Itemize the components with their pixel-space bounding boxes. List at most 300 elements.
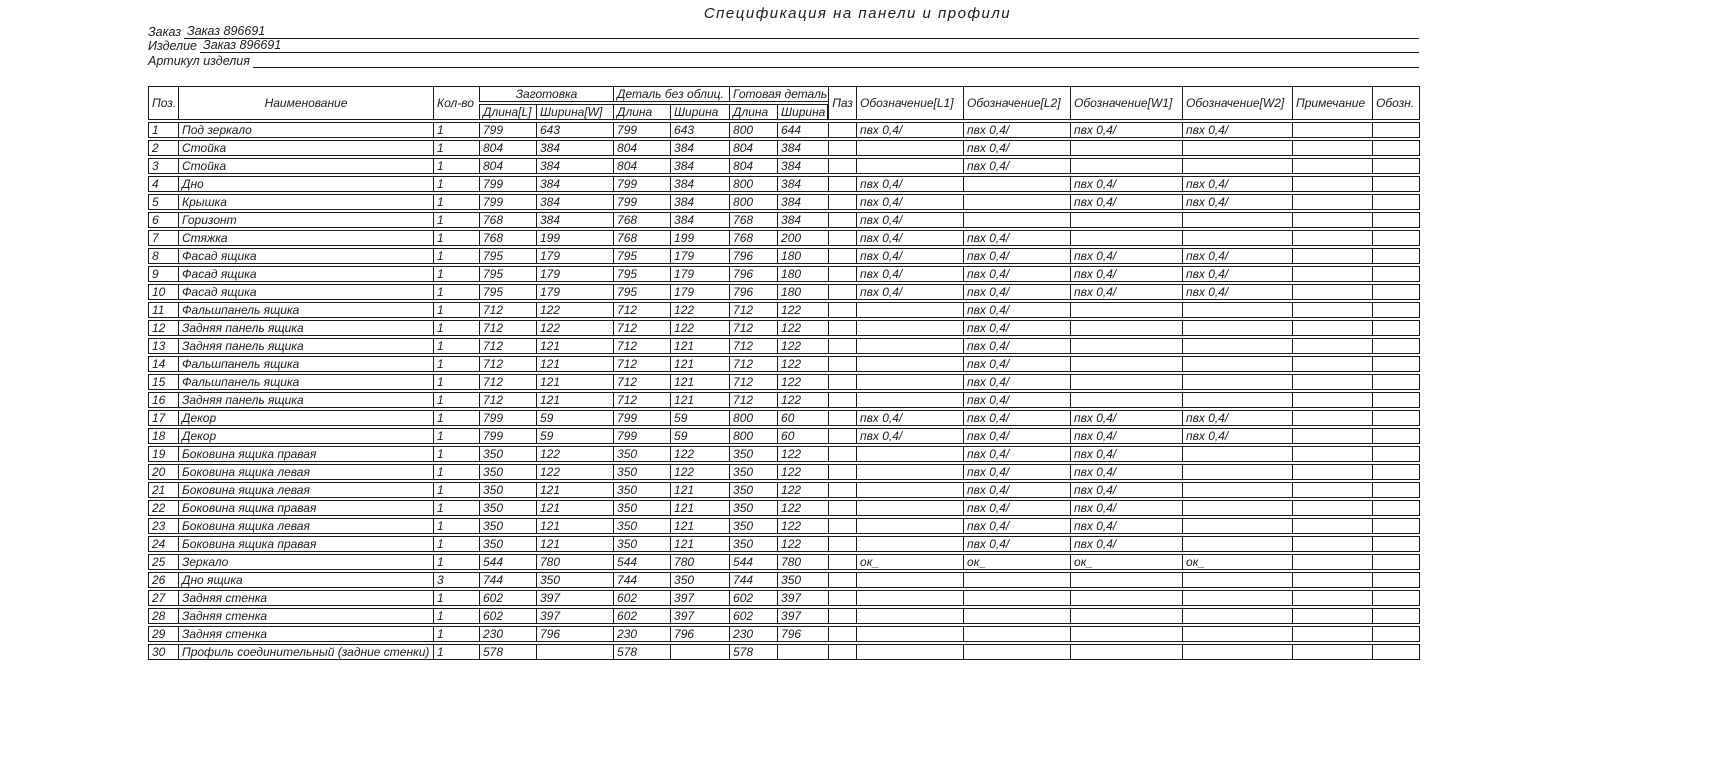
cell-mark_l2 xyxy=(963,590,1070,606)
cell-unfaced_width: 121 xyxy=(670,482,729,498)
cell-blank_length: 712 xyxy=(479,302,536,318)
cell-unfaced_length: 230 xyxy=(613,626,670,642)
col-header-paz: Паз xyxy=(828,86,856,120)
cell-unfaced_width: 179 xyxy=(670,248,729,264)
cell-pos: 18 xyxy=(148,428,178,444)
col-header-blank-length: Длина[L] xyxy=(479,104,536,120)
table-row xyxy=(148,590,1420,606)
cell-unfaced_width: 179 xyxy=(670,266,729,282)
cell-blank_length: 795 xyxy=(479,248,536,264)
cell-note xyxy=(1292,320,1372,336)
cell-finished_length: 712 xyxy=(729,302,777,318)
cell-name: Задняя панель ящика xyxy=(178,392,433,408)
cell-mark_l1 xyxy=(856,536,963,552)
cell-note xyxy=(1292,338,1372,354)
cell-paz xyxy=(828,194,856,210)
cell-mark_l1: пвх 0,4/ xyxy=(856,176,963,192)
cell-finished_length: 800 xyxy=(729,122,777,138)
cell-blank_width: 121 xyxy=(536,356,613,372)
cell-mark_w1 xyxy=(1070,626,1182,642)
cell-mark_w2 xyxy=(1182,320,1292,336)
spec-table-header xyxy=(148,86,1420,120)
cell-blank_width: 384 xyxy=(536,158,613,174)
cell-mark_l2 xyxy=(963,212,1070,228)
cell-unfaced_length: 799 xyxy=(613,428,670,444)
cell-mark_w2 xyxy=(1182,518,1292,534)
cell-mark_w1: пвх 0,4/ xyxy=(1070,482,1182,498)
cell-finished_width: 122 xyxy=(777,374,828,390)
cell-qty: 1 xyxy=(433,284,479,300)
cell-sign xyxy=(1372,284,1420,300)
cell-mark_w1: пвх 0,4/ xyxy=(1070,194,1182,210)
cell-finished_length: 544 xyxy=(729,554,777,570)
cell-note xyxy=(1292,644,1372,660)
cell-blank_width xyxy=(536,644,613,660)
cell-sign xyxy=(1372,212,1420,228)
cell-mark_l1 xyxy=(856,626,963,642)
cell-mark_l2: пвх 0,4/ xyxy=(963,158,1070,174)
col-header-name: Наименование xyxy=(178,86,433,120)
cell-unfaced_width: 384 xyxy=(670,212,729,228)
cell-unfaced_width: 397 xyxy=(670,590,729,606)
cell-name: Крышка xyxy=(178,194,433,210)
col-group-blank: Заготовка xyxy=(479,86,613,102)
cell-sign xyxy=(1372,536,1420,552)
cell-pos: 29 xyxy=(148,626,178,642)
cell-unfaced_length: 544 xyxy=(613,554,670,570)
col-header-qty: Кол-во xyxy=(433,86,479,120)
table-row xyxy=(148,572,1420,588)
cell-mark_w1 xyxy=(1070,212,1182,228)
cell-mark_w1: пвх 0,4/ xyxy=(1070,464,1182,480)
cell-paz xyxy=(828,356,856,372)
cell-mark_w1 xyxy=(1070,374,1182,390)
table-row xyxy=(148,608,1420,624)
cell-note xyxy=(1292,122,1372,138)
table-row xyxy=(148,500,1420,516)
cell-unfaced_width: 121 xyxy=(670,356,729,372)
cell-finished_length: 712 xyxy=(729,338,777,354)
cell-paz xyxy=(828,518,856,534)
table-row xyxy=(148,446,1420,462)
cell-qty: 1 xyxy=(433,392,479,408)
cell-unfaced_length: 799 xyxy=(613,194,670,210)
cell-finished_length: 712 xyxy=(729,356,777,372)
cell-sign xyxy=(1372,302,1420,318)
cell-mark_w2 xyxy=(1182,644,1292,660)
cell-unfaced_length: 350 xyxy=(613,500,670,516)
cell-paz xyxy=(828,212,856,228)
cell-unfaced_width: 122 xyxy=(670,302,729,318)
cell-blank_width: 384 xyxy=(536,194,613,210)
cell-blank_width: 397 xyxy=(536,590,613,606)
table-row xyxy=(148,122,1420,138)
cell-unfaced_width: 384 xyxy=(670,194,729,210)
cell-blank_length: 795 xyxy=(479,266,536,282)
cell-unfaced_width: 179 xyxy=(670,284,729,300)
cell-mark_l1 xyxy=(856,158,963,174)
cell-mark_w2 xyxy=(1182,212,1292,228)
cell-mark_l2: пвх 0,4/ xyxy=(963,500,1070,516)
table-row xyxy=(148,140,1420,156)
cell-mark_w2 xyxy=(1182,572,1292,588)
cell-unfaced_length: 350 xyxy=(613,518,670,534)
cell-name: Задняя панель ящика xyxy=(178,338,433,354)
cell-finished_width: 796 xyxy=(777,626,828,642)
cell-name: Фальшпанель ящика xyxy=(178,302,433,318)
cell-pos: 11 xyxy=(148,302,178,318)
cell-finished_length: 350 xyxy=(729,446,777,462)
cell-blank_width: 59 xyxy=(536,428,613,444)
table-row xyxy=(148,374,1420,390)
cell-mark_l1 xyxy=(856,446,963,462)
cell-sign xyxy=(1372,158,1420,174)
cell-qty: 1 xyxy=(433,536,479,552)
cell-qty: 1 xyxy=(433,230,479,246)
cell-blank_width: 121 xyxy=(536,374,613,390)
cell-unfaced_width: 397 xyxy=(670,608,729,624)
cell-finished_length: 744 xyxy=(729,572,777,588)
cell-sign xyxy=(1372,176,1420,192)
cell-pos: 1 xyxy=(148,122,178,138)
cell-mark_w1 xyxy=(1070,644,1182,660)
cell-mark_l1 xyxy=(856,356,963,372)
table-row xyxy=(148,356,1420,372)
cell-note xyxy=(1292,302,1372,318)
cell-unfaced_width: 122 xyxy=(670,320,729,336)
cell-blank_length: 350 xyxy=(479,446,536,462)
cell-name: Задняя стенка xyxy=(178,590,433,606)
cell-qty: 1 xyxy=(433,158,479,174)
cell-unfaced_width: 384 xyxy=(670,158,729,174)
cell-qty: 1 xyxy=(433,590,479,606)
cell-pos: 15 xyxy=(148,374,178,390)
cell-unfaced_length: 744 xyxy=(613,572,670,588)
cell-blank_width: 643 xyxy=(536,122,613,138)
cell-blank_width: 121 xyxy=(536,536,613,552)
field-order-value: Заказ 896691 xyxy=(184,25,1419,39)
cell-blank_length: 712 xyxy=(479,338,536,354)
cell-finished_length: 804 xyxy=(729,140,777,156)
col-header-unfaced-length: Длина xyxy=(613,104,670,120)
cell-mark_w2: ок_ xyxy=(1182,554,1292,570)
cell-mark_w2 xyxy=(1182,590,1292,606)
col-header-pos: Поз. xyxy=(148,86,178,120)
cell-mark_l1: пвх 0,4/ xyxy=(856,284,963,300)
cell-mark_w1 xyxy=(1070,158,1182,174)
col-header-finished-length: Длина xyxy=(729,104,777,120)
cell-mark_l2: пвх 0,4/ xyxy=(963,518,1070,534)
cell-mark_w1: ок_ xyxy=(1070,554,1182,570)
cell-sign xyxy=(1372,446,1420,462)
cell-name: Боковина ящика левая xyxy=(178,464,433,480)
cell-blank_width: 121 xyxy=(536,500,613,516)
cell-mark_l1 xyxy=(856,140,963,156)
cell-blank_length: 230 xyxy=(479,626,536,642)
cell-qty: 1 xyxy=(433,140,479,156)
cell-finished_width: 122 xyxy=(777,464,828,480)
table-row xyxy=(148,212,1420,228)
cell-finished_length: 602 xyxy=(729,590,777,606)
cell-unfaced_width: 121 xyxy=(670,500,729,516)
cell-blank_length: 544 xyxy=(479,554,536,570)
cell-mark_w1: пвх 0,4/ xyxy=(1070,284,1182,300)
cell-mark_l2: пвх 0,4/ xyxy=(963,320,1070,336)
cell-name: Фасад ящика xyxy=(178,266,433,282)
cell-qty: 1 xyxy=(433,482,479,498)
cell-finished_length: 800 xyxy=(729,194,777,210)
cell-pos: 22 xyxy=(148,500,178,516)
table-row xyxy=(148,644,1420,660)
cell-note xyxy=(1292,410,1372,426)
field-product-value: Заказ 896691 xyxy=(200,39,1419,53)
cell-pos: 27 xyxy=(148,590,178,606)
cell-mark_l2: пвх 0,4/ xyxy=(963,536,1070,552)
cell-sign xyxy=(1372,122,1420,138)
cell-mark_l1: пвх 0,4/ xyxy=(856,428,963,444)
col-group-finished: Готовая деталь xyxy=(729,86,828,102)
cell-qty: 1 xyxy=(433,320,479,336)
cell-name: Боковина ящика правая xyxy=(178,536,433,552)
cell-blank_length: 350 xyxy=(479,518,536,534)
cell-mark_l1 xyxy=(856,302,963,318)
cell-paz xyxy=(828,248,856,264)
cell-paz xyxy=(828,644,856,660)
cell-unfaced_length: 799 xyxy=(613,176,670,192)
cell-mark_l2: пвх 0,4/ xyxy=(963,374,1070,390)
cell-qty: 3 xyxy=(433,572,479,588)
cell-mark_l2: пвх 0,4/ xyxy=(963,230,1070,246)
cell-finished_length: 350 xyxy=(729,482,777,498)
cell-note xyxy=(1292,428,1372,444)
cell-paz xyxy=(828,500,856,516)
cell-sign xyxy=(1372,248,1420,264)
cell-name: Зеркало xyxy=(178,554,433,570)
cell-finished_width: 780 xyxy=(777,554,828,570)
cell-sign xyxy=(1372,374,1420,390)
cell-blank_length: 799 xyxy=(479,176,536,192)
table-row xyxy=(148,392,1420,408)
cell-mark_l1 xyxy=(856,320,963,336)
cell-mark_l2: пвх 0,4/ xyxy=(963,482,1070,498)
cell-paz xyxy=(828,428,856,444)
cell-name: Боковина ящика правая xyxy=(178,500,433,516)
cell-finished_width: 644 xyxy=(777,122,828,138)
cell-mark_w2: пвх 0,4/ xyxy=(1182,248,1292,264)
cell-unfaced_width: 199 xyxy=(670,230,729,246)
cell-note xyxy=(1292,446,1372,462)
field-product-label: Изделие xyxy=(148,39,198,54)
cell-finished_length: 350 xyxy=(729,464,777,480)
table-row xyxy=(148,320,1420,336)
table-row xyxy=(148,410,1420,426)
cell-mark_l1 xyxy=(856,500,963,516)
cell-note xyxy=(1292,356,1372,372)
cell-finished_width: 180 xyxy=(777,284,828,300)
cell-paz xyxy=(828,446,856,462)
cell-finished_length: 578 xyxy=(729,644,777,660)
cell-blank_width: 397 xyxy=(536,608,613,624)
cell-note xyxy=(1292,590,1372,606)
cell-pos: 4 xyxy=(148,176,178,192)
cell-finished_length: 712 xyxy=(729,374,777,390)
cell-finished_length: 800 xyxy=(729,428,777,444)
cell-mark_l2 xyxy=(963,194,1070,210)
cell-mark_l1 xyxy=(856,518,963,534)
cell-unfaced_length: 350 xyxy=(613,464,670,480)
cell-mark_w1: пвх 0,4/ xyxy=(1070,248,1182,264)
cell-blank_length: 799 xyxy=(479,410,536,426)
cell-finished_length: 602 xyxy=(729,608,777,624)
cell-blank_length: 744 xyxy=(479,572,536,588)
cell-paz xyxy=(828,482,856,498)
cell-note xyxy=(1292,176,1372,192)
cell-finished_length: 768 xyxy=(729,230,777,246)
cell-finished_width: 122 xyxy=(777,518,828,534)
cell-mark_w2 xyxy=(1182,374,1292,390)
cell-finished_width: 350 xyxy=(777,572,828,588)
cell-pos: 6 xyxy=(148,212,178,228)
cell-paz xyxy=(828,374,856,390)
cell-mark_l1: пвх 0,4/ xyxy=(856,266,963,282)
cell-pos: 30 xyxy=(148,644,178,660)
cell-mark_l2: пвх 0,4/ xyxy=(963,122,1070,138)
cell-mark_w1: пвх 0,4/ xyxy=(1070,410,1182,426)
cell-unfaced_width: 643 xyxy=(670,122,729,138)
cell-pos: 5 xyxy=(148,194,178,210)
cell-mark_w1 xyxy=(1070,608,1182,624)
cell-mark_l1 xyxy=(856,572,963,588)
cell-pos: 26 xyxy=(148,572,178,588)
cell-mark_w2 xyxy=(1182,536,1292,552)
cell-paz xyxy=(828,338,856,354)
cell-blank_width: 121 xyxy=(536,338,613,354)
cell-sign xyxy=(1372,518,1420,534)
cell-finished_length: 796 xyxy=(729,248,777,264)
cell-name: Задняя стенка xyxy=(178,608,433,624)
cell-mark_w2 xyxy=(1182,392,1292,408)
cell-mark_w2 xyxy=(1182,500,1292,516)
cell-mark_l1 xyxy=(856,374,963,390)
cell-unfaced_length: 712 xyxy=(613,302,670,318)
cell-blank_width: 59 xyxy=(536,410,613,426)
cell-name: Боковина ящика левая xyxy=(178,482,433,498)
cell-finished_width: 122 xyxy=(777,320,828,336)
cell-blank_width: 199 xyxy=(536,230,613,246)
cell-qty: 1 xyxy=(433,428,479,444)
cell-mark_l2: пвх 0,4/ xyxy=(963,302,1070,318)
cell-mark_l1 xyxy=(856,392,963,408)
cell-unfaced_length: 602 xyxy=(613,590,670,606)
cell-sign xyxy=(1372,482,1420,498)
cell-pos: 16 xyxy=(148,392,178,408)
cell-paz xyxy=(828,572,856,588)
cell-mark_w1 xyxy=(1070,230,1182,246)
cell-mark_w2 xyxy=(1182,338,1292,354)
cell-pos: 21 xyxy=(148,482,178,498)
cell-name: Стойка xyxy=(178,140,433,156)
cell-blank_width: 179 xyxy=(536,248,613,264)
cell-mark_w2: пвх 0,4/ xyxy=(1182,122,1292,138)
cell-finished_width: 397 xyxy=(777,608,828,624)
cell-name: Боковина ящика левая xyxy=(178,518,433,534)
header-fields xyxy=(148,24,1419,68)
cell-finished_width: 60 xyxy=(777,428,828,444)
cell-qty: 1 xyxy=(433,356,479,372)
cell-unfaced_width: 59 xyxy=(670,410,729,426)
cell-finished_width: 180 xyxy=(777,248,828,264)
cell-pos: 23 xyxy=(148,518,178,534)
cell-blank_length: 799 xyxy=(479,194,536,210)
cell-name: Горизонт xyxy=(178,212,433,228)
cell-mark_l1 xyxy=(856,464,963,480)
cell-mark_w1: пвх 0,4/ xyxy=(1070,446,1182,462)
cell-qty: 1 xyxy=(433,464,479,480)
cell-name: Задняя панель ящика xyxy=(178,320,433,336)
cell-name: Под зеркало xyxy=(178,122,433,138)
cell-mark_l1: ок_ xyxy=(856,554,963,570)
table-row xyxy=(148,482,1420,498)
cell-mark_l1 xyxy=(856,608,963,624)
cell-mark_w1: пвх 0,4/ xyxy=(1070,122,1182,138)
col-header-sign: Обозн. xyxy=(1372,86,1420,120)
cell-unfaced_width: 121 xyxy=(670,536,729,552)
cell-blank_width: 384 xyxy=(536,176,613,192)
cell-paz xyxy=(828,410,856,426)
cell-mark_w1 xyxy=(1070,572,1182,588)
cell-blank_length: 768 xyxy=(479,230,536,246)
cell-mark_w1: пвх 0,4/ xyxy=(1070,500,1182,516)
cell-paz xyxy=(828,626,856,642)
table-row xyxy=(148,428,1420,444)
cell-blank_width: 179 xyxy=(536,266,613,282)
cell-mark_l2: пвх 0,4/ xyxy=(963,410,1070,426)
cell-blank_width: 121 xyxy=(536,482,613,498)
cell-blank_length: 712 xyxy=(479,320,536,336)
cell-unfaced_length: 804 xyxy=(613,158,670,174)
cell-unfaced_length: 712 xyxy=(613,374,670,390)
cell-note xyxy=(1292,266,1372,282)
cell-unfaced_length: 712 xyxy=(613,356,670,372)
cell-unfaced_length: 712 xyxy=(613,320,670,336)
cell-unfaced_length: 602 xyxy=(613,608,670,624)
cell-note xyxy=(1292,374,1372,390)
cell-mark_w2: пвх 0,4/ xyxy=(1182,194,1292,210)
cell-sign xyxy=(1372,464,1420,480)
cell-finished_width: 122 xyxy=(777,356,828,372)
cell-sign xyxy=(1372,194,1420,210)
cell-name: Декор xyxy=(178,428,433,444)
cell-mark_w1 xyxy=(1070,302,1182,318)
cell-note xyxy=(1292,194,1372,210)
cell-name: Дно xyxy=(178,176,433,192)
cell-paz xyxy=(828,122,856,138)
cell-finished_width: 122 xyxy=(777,392,828,408)
cell-paz xyxy=(828,266,856,282)
cell-blank_length: 712 xyxy=(479,392,536,408)
cell-mark_w2 xyxy=(1182,446,1292,462)
cell-qty: 1 xyxy=(433,248,479,264)
cell-mark_l2: пвх 0,4/ xyxy=(963,248,1070,264)
cell-sign xyxy=(1372,410,1420,426)
cell-unfaced_length: 768 xyxy=(613,212,670,228)
cell-mark_l2: пвх 0,4/ xyxy=(963,140,1070,156)
cell-sign xyxy=(1372,500,1420,516)
cell-pos: 2 xyxy=(148,140,178,156)
cell-unfaced_width: 121 xyxy=(670,518,729,534)
cell-finished_length: 800 xyxy=(729,410,777,426)
cell-unfaced_width xyxy=(670,644,729,660)
